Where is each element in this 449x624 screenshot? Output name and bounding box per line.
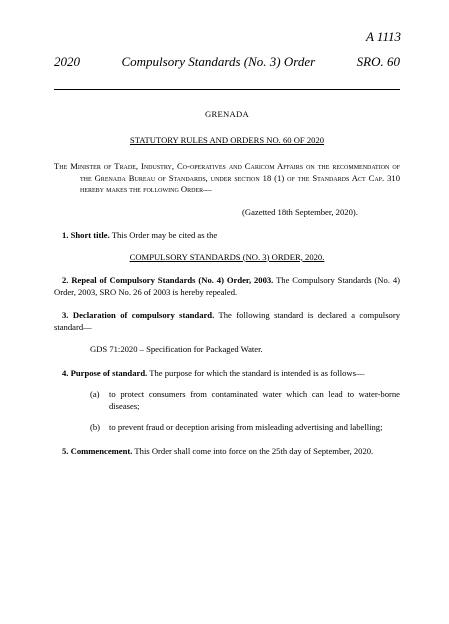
header-rule — [54, 89, 400, 90]
gazetted-date: (Gazetted 18th September, 2020). — [242, 206, 358, 217]
section-4-text: The purpose for which the standard is intended is as follows— — [149, 367, 365, 378]
section-3-heading: Declaration of compulsory standard. — [72, 310, 215, 320]
section-3 — [54, 310, 400, 333]
page-number: A 1113 — [365, 29, 401, 44]
section-5-number: 5. — [62, 445, 69, 456]
document-body — [54, 101, 400, 457]
rules-title: STATUTORY RULES AND ORDERS NO. 60 OF 2020 — [129, 134, 325, 145]
list-item — [54, 422, 400, 434]
section-2 — [54, 275, 400, 298]
order-title: COMPULSORY STANDARDS (NO. 3) ORDER, 2020. — [129, 251, 325, 262]
section-2-heading: Repeal of Compulsory Standards (No. 4) Order, 2003. — [71, 275, 274, 285]
list-item — [54, 389, 400, 412]
section-5-heading: Commencement. — [70, 445, 133, 456]
section-3-text: The following standard is declared a compulsory standard— — [54, 310, 400, 332]
section-3-number: 3. — [62, 310, 69, 320]
section-5 — [54, 446, 400, 458]
section-5-text: This Order shall come into force on the 25th day of September, 2020. — [134, 445, 374, 456]
list-item-text: to prevent fraud or deception arising from misleading advertising and labelling; — [109, 422, 383, 432]
list-item-text: to protect consumers from contaminated water which can lead to water-borne diseases; — [109, 389, 400, 411]
section-1 — [54, 230, 400, 242]
header-sro: SRO. 60 — [356, 54, 400, 69]
list-item-mark: (b) — [90, 422, 101, 432]
section-2-text: The Compulsory Standards (No. 4) Order, 2003, SRO No. 26 of 2003 is hereby repealed. — [54, 275, 400, 297]
standard-reference: GDS 71:2020 – Specification for Packaged Water. — [90, 344, 263, 354]
section-4-number: 4. — [62, 367, 69, 378]
header-title: Compulsory Standards (No. 3) Order — [121, 54, 316, 69]
section-4 — [54, 368, 400, 380]
section-1-heading: Short title. — [70, 230, 110, 240]
country-heading: GRENADA — [204, 109, 250, 119]
header-year: 2020 — [54, 54, 80, 69]
section-1-number: 1. — [62, 230, 69, 240]
list-item-mark: (a) — [90, 389, 100, 399]
section-4-heading: Purpose of standard. — [70, 367, 148, 378]
preamble: The Minister of Trade, Industry, Co-operatives and Caricom Affairs on the recommendation of the Grenada Bureau of Standards, under section 18 (1) of the Standards Act Cap. 310 hereby makes the following Order— — [54, 161, 400, 194]
section-2-number: 2. — [62, 275, 69, 285]
running-header — [54, 54, 400, 70]
section-1-text: This Order may be cited as the — [111, 230, 218, 240]
